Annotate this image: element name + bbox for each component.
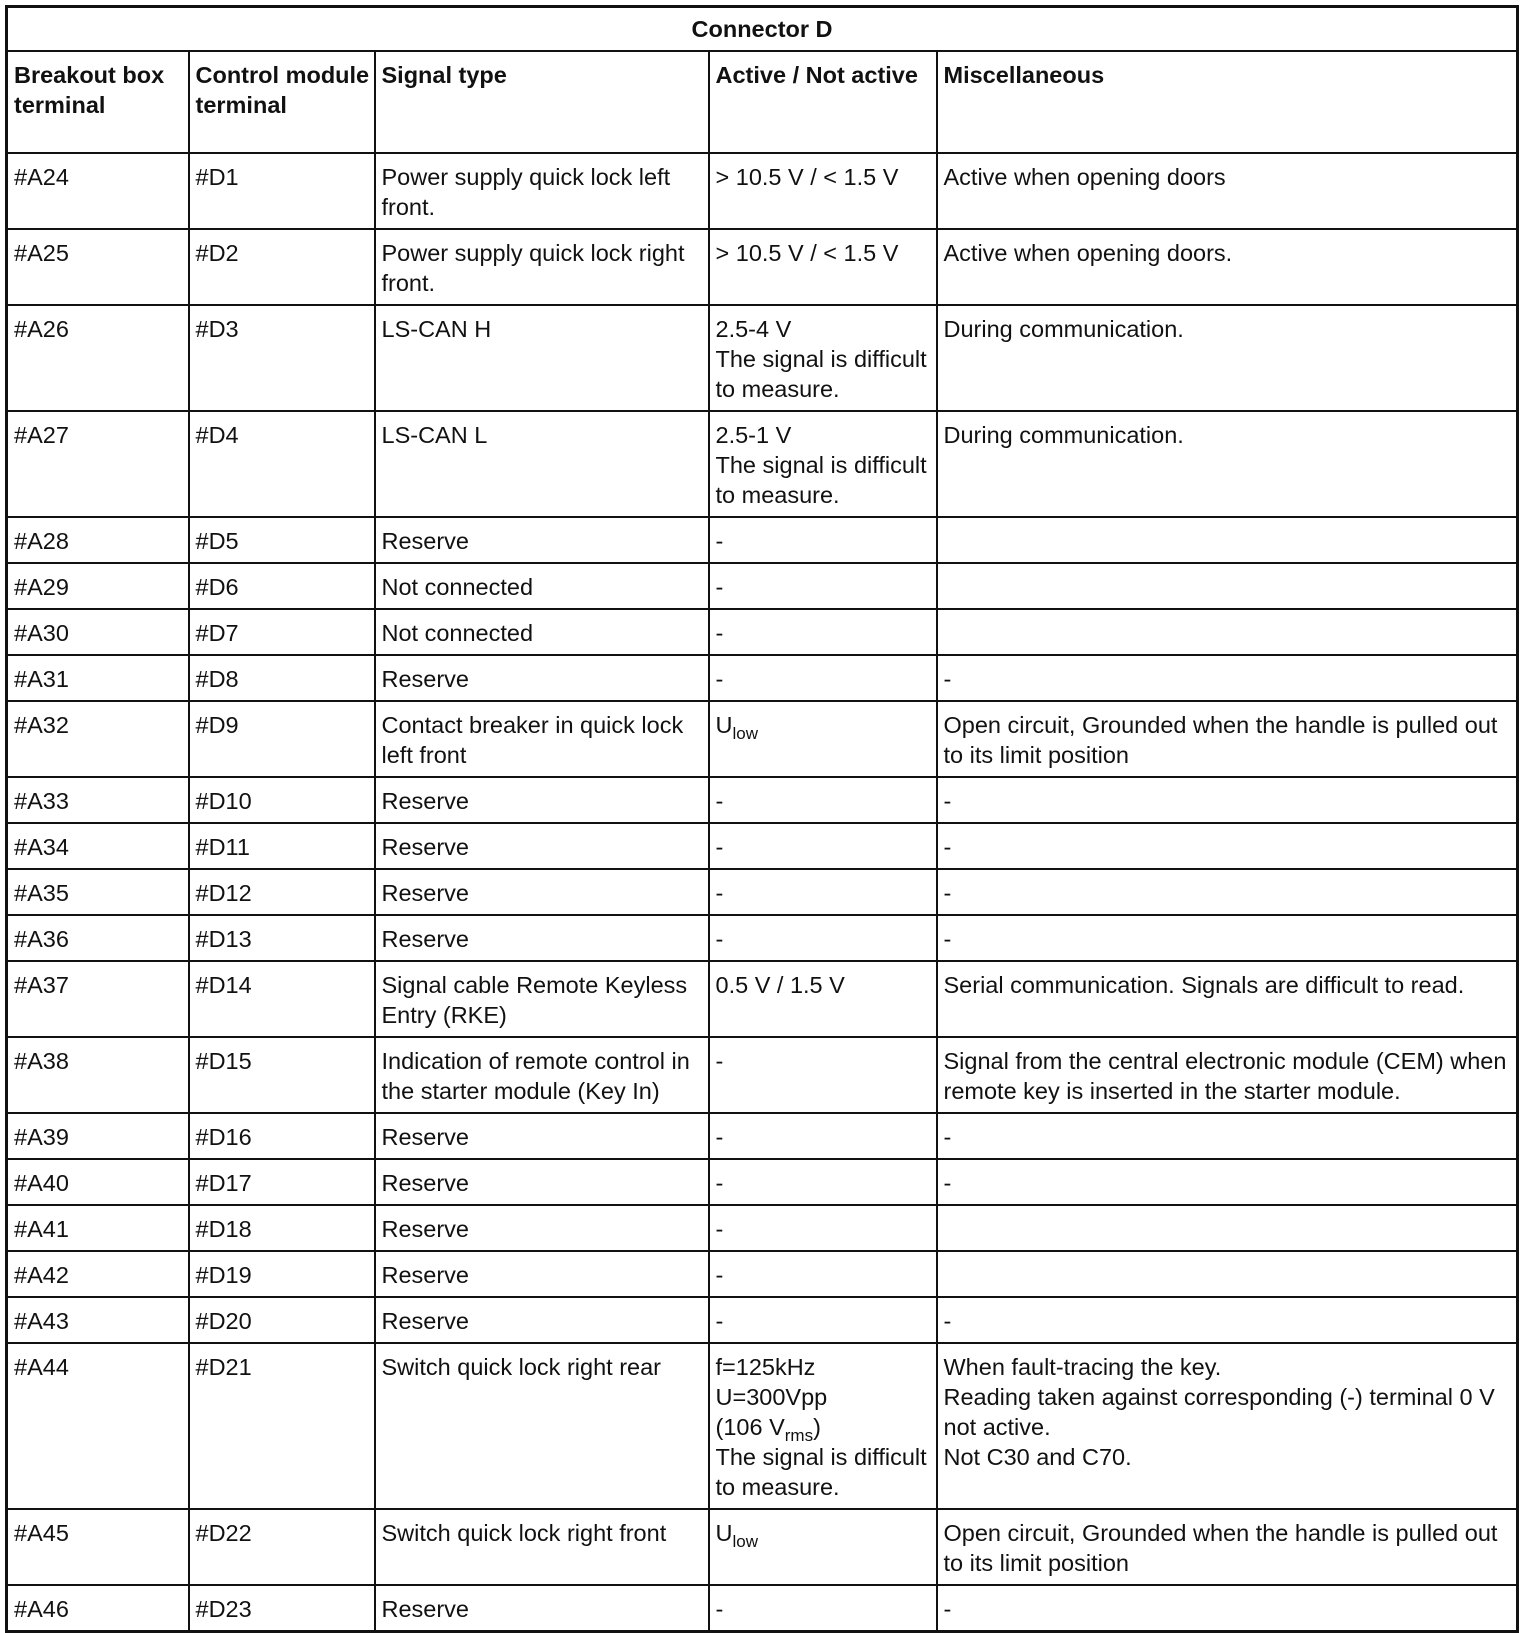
table-row [7, 609, 1518, 655]
control-cell: #D15 [189, 1037, 375, 1113]
table-row [7, 701, 1518, 777]
table-row [7, 655, 1518, 701]
misc-cell: - [937, 1585, 1518, 1632]
misc-cell: Active when opening doors. [937, 229, 1518, 305]
breakout-cell: #A33 [7, 777, 189, 823]
control-cell: #D12 [189, 869, 375, 915]
active-cell: - [709, 1113, 937, 1159]
control-cell: #D20 [189, 1297, 375, 1343]
misc-cell: During communication. [937, 411, 1518, 517]
misc-cell: Serial communication. Signals are difficult to read. [937, 961, 1518, 1037]
misc-cell [937, 1205, 1518, 1251]
breakout-cell: #A29 [7, 563, 189, 609]
table-row [7, 869, 1518, 915]
misc-cell [937, 517, 1518, 563]
active-cell: > 10.5 V / < 1.5 V [709, 229, 937, 305]
misc-cell: Open circuit, Grounded when the handle is pulled out to its limit position [937, 1509, 1518, 1585]
breakout-cell: #A37 [7, 961, 189, 1037]
table-row [7, 153, 1518, 229]
active-cell [709, 1509, 937, 1585]
breakout-cell: #A39 [7, 1113, 189, 1159]
table-row [7, 915, 1518, 961]
misc-cell: - [937, 777, 1518, 823]
signal-cell: Indication of remote control in the starter module (Key In) [375, 1037, 709, 1113]
active-value: U [715, 711, 733, 738]
control-cell: #D19 [189, 1251, 375, 1297]
breakout-cell: #A28 [7, 517, 189, 563]
active-cell: - [709, 777, 937, 823]
breakout-cell: #A35 [7, 869, 189, 915]
active-line-freq: f=125kHz [715, 1353, 816, 1380]
control-cell: #D17 [189, 1159, 375, 1205]
control-cell: #D10 [189, 777, 375, 823]
control-cell: #D18 [189, 1205, 375, 1251]
active-cell: - [709, 1251, 937, 1297]
signal-cell: Contact breaker in quick lock left front [375, 701, 709, 777]
signal-cell: Reserve [375, 1585, 709, 1632]
signal-cell: Not connected [375, 609, 709, 655]
table-row [7, 229, 1518, 305]
misc-cell: - [937, 1113, 1518, 1159]
breakout-cell: #A44 [7, 1343, 189, 1509]
active-cell: - [709, 517, 937, 563]
rms-prefix: (106 V [715, 1413, 785, 1440]
signal-cell: Reserve [375, 915, 709, 961]
signal-cell: Switch quick lock right front [375, 1509, 709, 1585]
header-control: Control module terminal [189, 51, 375, 153]
active-line-rms [715, 1412, 932, 1445]
control-cell: #D23 [189, 1585, 375, 1632]
misc-cell [937, 563, 1518, 609]
active-cell [709, 1343, 937, 1509]
active-cell: > 10.5 V / < 1.5 V [709, 153, 937, 229]
subscript-low: low [732, 723, 758, 743]
active-cell: - [709, 823, 937, 869]
table-row [7, 563, 1518, 609]
signal-cell: LS-CAN H [375, 305, 709, 411]
misc-cell: - [937, 915, 1518, 961]
active-value: U [715, 1519, 733, 1546]
control-cell: #D6 [189, 563, 375, 609]
signal-cell: Signal cable Remote Keyless Entry (RKE) [375, 961, 709, 1037]
misc-cell: - [937, 869, 1518, 915]
header-active: Active / Not active [709, 51, 937, 153]
misc-cell: - [937, 1297, 1518, 1343]
breakout-cell: #A26 [7, 305, 189, 411]
signal-cell: Reserve [375, 1297, 709, 1343]
control-cell: #D13 [189, 915, 375, 961]
misc-cell: - [937, 1159, 1518, 1205]
signal-cell: Reserve [375, 1113, 709, 1159]
active-cell [709, 701, 937, 777]
misc-cell [937, 609, 1518, 655]
breakout-cell: #A34 [7, 823, 189, 869]
control-cell: #D4 [189, 411, 375, 517]
table-row [7, 305, 1518, 411]
header-misc: Miscellaneous [937, 51, 1518, 153]
header-signal: Signal type [375, 51, 709, 153]
table-row [7, 1297, 1518, 1343]
connector-table-wrapper [5, 5, 1519, 1633]
active-cell: - [709, 655, 937, 701]
active-cell: - [709, 915, 937, 961]
breakout-cell: #A30 [7, 609, 189, 655]
control-cell: #D21 [189, 1343, 375, 1509]
misc-cell: - [937, 655, 1518, 701]
active-cell: - [709, 1297, 937, 1343]
control-cell: #D2 [189, 229, 375, 305]
control-cell: #D9 [189, 701, 375, 777]
table-title: Connector D [7, 7, 1518, 51]
breakout-cell: #A40 [7, 1159, 189, 1205]
table-row [7, 823, 1518, 869]
misc-cell: Signal from the central electronic module (CEM) when remote key is inserted in the starter module. [937, 1037, 1518, 1113]
table-row [7, 1585, 1518, 1632]
active-line-voltage: U=300Vpp [715, 1383, 828, 1410]
signal-cell: Reserve [375, 1205, 709, 1251]
table-row [7, 777, 1518, 823]
table-row [7, 1251, 1518, 1297]
signal-cell: Reserve [375, 517, 709, 563]
active-cell: - [709, 869, 937, 915]
control-cell: #D16 [189, 1113, 375, 1159]
signal-cell: LS-CAN L [375, 411, 709, 517]
misc-cell [937, 1251, 1518, 1297]
control-cell: #D14 [189, 961, 375, 1037]
header-row [7, 51, 1518, 153]
active-cell: - [709, 563, 937, 609]
misc-cell: During communication. [937, 305, 1518, 411]
table-row [7, 517, 1518, 563]
signal-cell: Reserve [375, 1251, 709, 1297]
control-cell: #D22 [189, 1509, 375, 1585]
active-cell: - [709, 1159, 937, 1205]
breakout-cell: #A41 [7, 1205, 189, 1251]
table-row [7, 1113, 1518, 1159]
control-cell: #D3 [189, 305, 375, 411]
breakout-cell: #A45 [7, 1509, 189, 1585]
active-cell: - [709, 1205, 937, 1251]
table-row [7, 1509, 1518, 1585]
control-cell: #D8 [189, 655, 375, 701]
signal-cell: Reserve [375, 1159, 709, 1205]
control-cell: #D11 [189, 823, 375, 869]
active-cell: - [709, 1037, 937, 1113]
table-row [7, 1205, 1518, 1251]
table-row [7, 1037, 1518, 1113]
signal-cell: Power supply quick lock right front. [375, 229, 709, 305]
table-row [7, 1343, 1518, 1509]
active-cell: - [709, 1585, 937, 1632]
breakout-cell: #A24 [7, 153, 189, 229]
table-row [7, 961, 1518, 1037]
misc-cell: Active when opening doors [937, 153, 1518, 229]
control-cell: #D7 [189, 609, 375, 655]
breakout-cell: #A42 [7, 1251, 189, 1297]
active-line-note: The signal is difficult to measure. [715, 1443, 927, 1500]
table-row [7, 411, 1518, 517]
table-row [7, 1159, 1518, 1205]
signal-cell: Not connected [375, 563, 709, 609]
subscript-rms: rms [784, 1425, 814, 1445]
breakout-cell: #A46 [7, 1585, 189, 1632]
title-row [7, 7, 1518, 51]
signal-cell: Switch quick lock right rear [375, 1343, 709, 1509]
active-cell: 0.5 V / 1.5 V [709, 961, 937, 1037]
subscript-low: low [732, 1531, 758, 1551]
breakout-cell: #A36 [7, 915, 189, 961]
control-cell: #D1 [189, 153, 375, 229]
signal-cell: Reserve [375, 823, 709, 869]
header-breakout: Breakout box terminal [7, 51, 189, 153]
connector-d-table [5, 5, 1519, 1633]
active-cell: 2.5-1 V The signal is difficult to measure. [709, 411, 937, 517]
breakout-cell: #A25 [7, 229, 189, 305]
breakout-cell: #A31 [7, 655, 189, 701]
misc-cell: When fault-tracing the key. Reading taken against corresponding (-) terminal 0 V not active. Not C30 and C70. [937, 1343, 1518, 1509]
misc-cell: - [937, 823, 1518, 869]
breakout-cell: #A43 [7, 1297, 189, 1343]
signal-cell: Reserve [375, 655, 709, 701]
breakout-cell: #A38 [7, 1037, 189, 1113]
active-cell: - [709, 609, 937, 655]
control-cell: #D5 [189, 517, 375, 563]
breakout-cell: #A32 [7, 701, 189, 777]
signal-cell: Power supply quick lock left front. [375, 153, 709, 229]
signal-cell: Reserve [375, 869, 709, 915]
active-cell: 2.5-4 V The signal is difficult to measure. [709, 305, 937, 411]
breakout-cell: #A27 [7, 411, 189, 517]
rms-suffix: ) [813, 1413, 821, 1440]
misc-cell: Open circuit, Grounded when the handle is pulled out to its limit position [937, 701, 1518, 777]
signal-cell: Reserve [375, 777, 709, 823]
